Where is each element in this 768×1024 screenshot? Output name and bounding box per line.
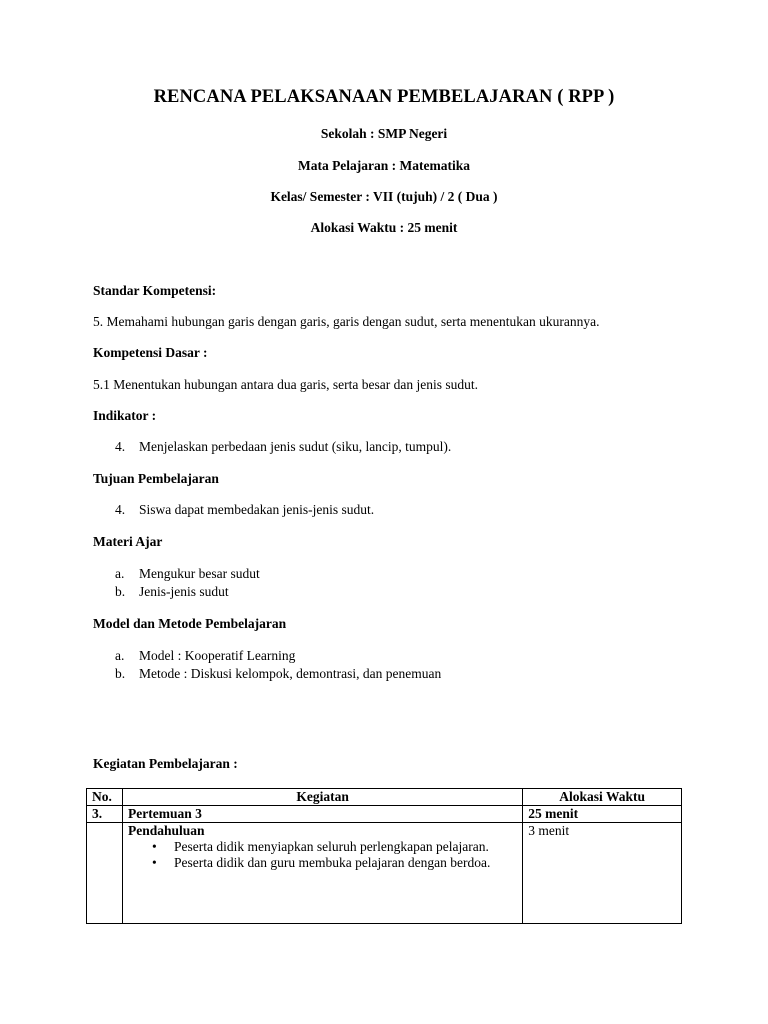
cell-no bbox=[87, 823, 123, 924]
column-header-no: No. bbox=[87, 789, 123, 806]
column-header-alokasi-waktu: Alokasi Waktu bbox=[523, 789, 682, 806]
indikator-heading: Indikator : bbox=[93, 408, 157, 423]
item-text: Metode : Diskusi kelompok, demontrasi, dan penemuan bbox=[139, 666, 442, 681]
item-text: Jenis-jenis sudut bbox=[139, 584, 229, 599]
list-item: • Peserta didik dan guru membuka pelajaran dengan berdoa. bbox=[174, 855, 517, 871]
kegiatan-heading: Kegiatan Pembelajaran : bbox=[93, 756, 238, 771]
meta-mata-pelajaran: Mata Pelajaran : Matematika bbox=[297, 158, 471, 173]
item-marker: 4. bbox=[115, 502, 126, 517]
item-text: Model : Kooperatif Learning bbox=[139, 648, 296, 663]
cell-kegiatan bbox=[122, 823, 522, 924]
item-marker: a. bbox=[115, 648, 125, 663]
standar-kompetensi-heading: Standar Kompetensi: bbox=[93, 283, 217, 298]
kompetensi-dasar-text: 5.1 Menentukan hubungan antara dua garis, serta besar dan jenis sudut. bbox=[93, 377, 479, 392]
item-marker: b. bbox=[115, 584, 126, 599]
cell-kegiatan: Pertemuan 3 bbox=[122, 806, 522, 823]
item-marker: a. bbox=[115, 566, 125, 581]
table-header-row bbox=[87, 789, 682, 806]
kompetensi-dasar-heading: Kompetensi Dasar : bbox=[93, 345, 208, 360]
pendahuluan-list bbox=[128, 839, 517, 871]
item-marker: b. bbox=[115, 666, 126, 681]
kegiatan-table bbox=[86, 788, 682, 924]
pendahuluan-title: Pendahuluan bbox=[127, 823, 205, 838]
item-marker: 4. bbox=[115, 439, 126, 454]
list-item: • Peserta didik menyiapkan seluruh perlengkapan pelajaran. bbox=[174, 839, 517, 855]
model-metode-heading: Model dan Metode Pembelajaran bbox=[93, 616, 287, 631]
cell-waktu: 3 menit bbox=[523, 823, 682, 924]
materi-heading: Materi Ajar bbox=[93, 534, 163, 549]
meta-sekolah: Sekolah : SMP Negeri bbox=[320, 126, 448, 141]
column-header-kegiatan: Kegiatan bbox=[122, 789, 522, 806]
meta-kelas-semester: Kelas/ Semester : VII (tujuh) / 2 ( Dua ) bbox=[270, 189, 498, 204]
cell-no: 3. bbox=[87, 806, 123, 823]
item-text: Menjelaskan perbedaan jenis sudut (siku, lancip, tumpul). bbox=[139, 439, 452, 454]
cell-waktu: 25 menit bbox=[523, 806, 682, 823]
document-title: RENCANA PELAKSANAAN PEMBELAJARAN ( RPP ) bbox=[153, 87, 615, 107]
item-text: Siswa dapat membedakan jenis-jenis sudut. bbox=[139, 502, 375, 517]
meta-alokasi-waktu: Alokasi Waktu : 25 menit bbox=[310, 220, 458, 235]
table-row bbox=[87, 823, 682, 924]
item-text: Mengukur besar sudut bbox=[139, 566, 260, 581]
table-row bbox=[87, 806, 682, 823]
tujuan-heading: Tujuan Pembelajaran bbox=[93, 471, 219, 486]
standar-kompetensi-text: 5. Memahami hubungan garis dengan garis, garis dengan sudut, serta menentukan ukurannya. bbox=[93, 314, 600, 329]
